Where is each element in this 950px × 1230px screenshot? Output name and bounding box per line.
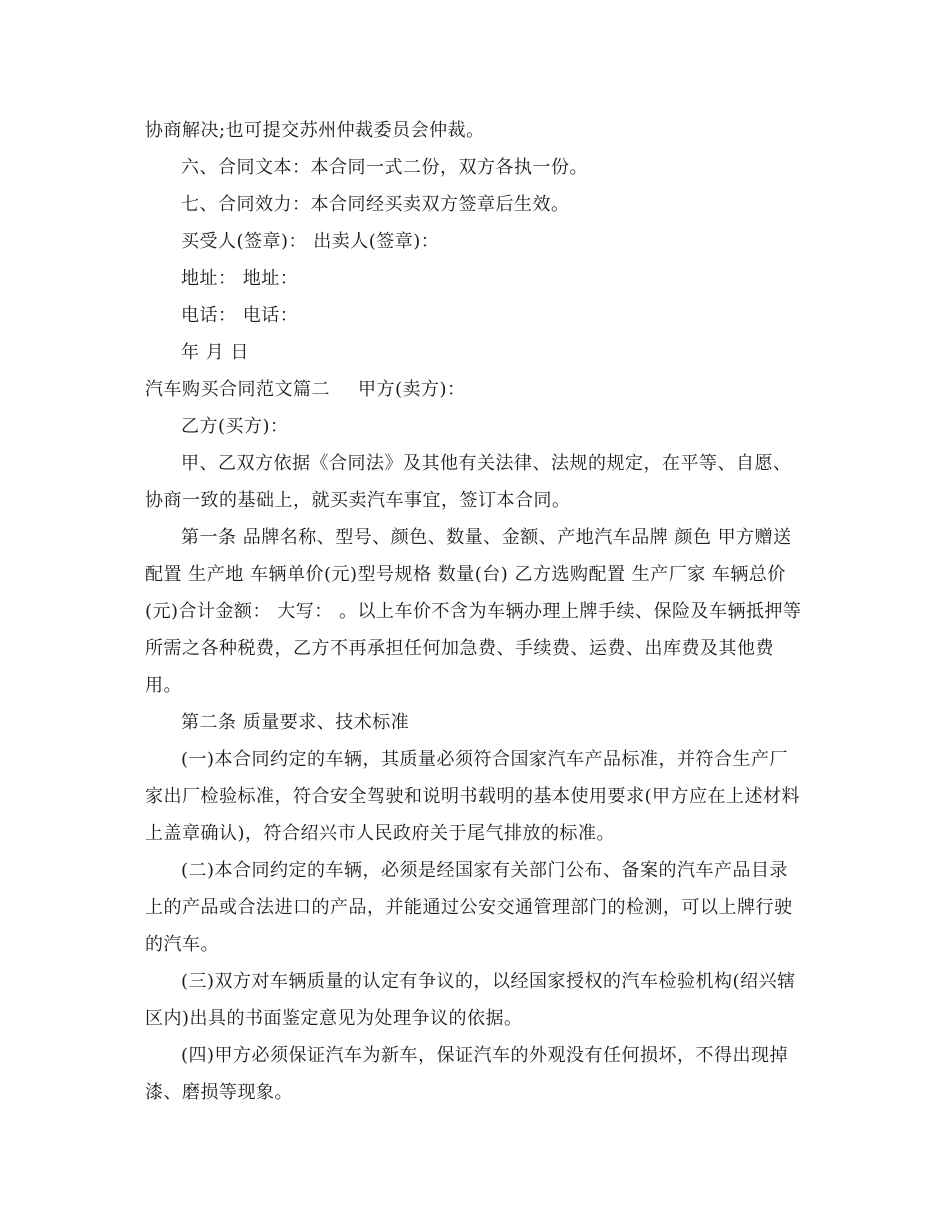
text-line: 用。	[145, 675, 182, 696]
section-title-line	[145, 371, 815, 408]
party-a-label: 甲方(卖方)：	[358, 379, 466, 400]
section-title: 汽车购买合同范文篇二	[145, 379, 330, 400]
text-line: 区内)出具的书面鉴定意见为处理争议的依据。	[145, 1008, 523, 1029]
text-line: (二)本合同约定的车辆，必须是经国家有关部门公布、备案的汽车产品目录	[181, 860, 789, 881]
text-line: 七、合同效力：本合同经买卖双方签章后生效。	[181, 194, 570, 215]
text-line: 上的产品或合法进口的产品，并能通过公安交通管理部门的检测，可以上牌行驶	[145, 897, 793, 918]
text-line: 年 月 日	[181, 342, 249, 363]
document-page	[145, 112, 815, 1111]
text-line: 地址： 地址：	[181, 268, 299, 289]
text-line: 所需之各种税费，乙方不再承担任何加急费、手续费、运费、出库费及其他费	[145, 638, 774, 659]
text-line: (元)合计金额： 大写： 。以上车价不含为车辆办理上牌手续、保险及车辆抵押等	[145, 601, 802, 622]
text-line: 协商一致的基础上，就买卖汽车事宜，签订本合同。	[145, 490, 571, 511]
text-line: (一)本合同约定的车辆，其质量必须符合国家汽车产品标准，并符合生产厂	[181, 749, 789, 770]
text-line: (三)双方对车辆质量的认定有争议的，以经国家授权的汽车检验机构(绍兴辖	[181, 971, 796, 992]
text-line: 第二条 质量要求、技术标准	[181, 712, 410, 733]
text-line: 电话： 电话：	[181, 305, 299, 326]
text-line: 的汽车。	[145, 934, 219, 955]
text-line: 漆、磨损等现象。	[145, 1082, 293, 1103]
text-line: 六、合同文本：本合同一式二份，双方各执一份。	[181, 157, 588, 178]
text-line: 协商解决;也可提交苏州仲裁委员会仲裁。	[145, 120, 485, 141]
text-line: 第一条 品牌名称、型号、颜色、数量、金额、产地汽车品牌 颜色 甲方赠送	[181, 527, 792, 548]
text-line: (四)甲方必须保证汽车为新车，保证汽车的外观没有任何损坏，不得出现掉	[181, 1045, 789, 1066]
text-line: 乙方(买方)：	[181, 416, 289, 437]
text-line: 配置 生产地 车辆单价(元)型号规格 数量(台) 乙方选购配置 生产厂家 车辆总价	[145, 564, 786, 585]
text-line: 家出厂检验标准，符合安全驾驶和说明书载明的基本使用要求(甲方应在上述材料	[145, 786, 801, 807]
text-line: 上盖章确认)，符合绍兴市人民政府关于尾气排放的标准。	[145, 823, 616, 844]
text-line: 买受人(签章)： 出卖人(签章)：	[181, 231, 440, 252]
text-line: 甲、乙双方依据《合同法》及其他有关法律、法规的规定，在平等、自愿、	[181, 453, 792, 474]
